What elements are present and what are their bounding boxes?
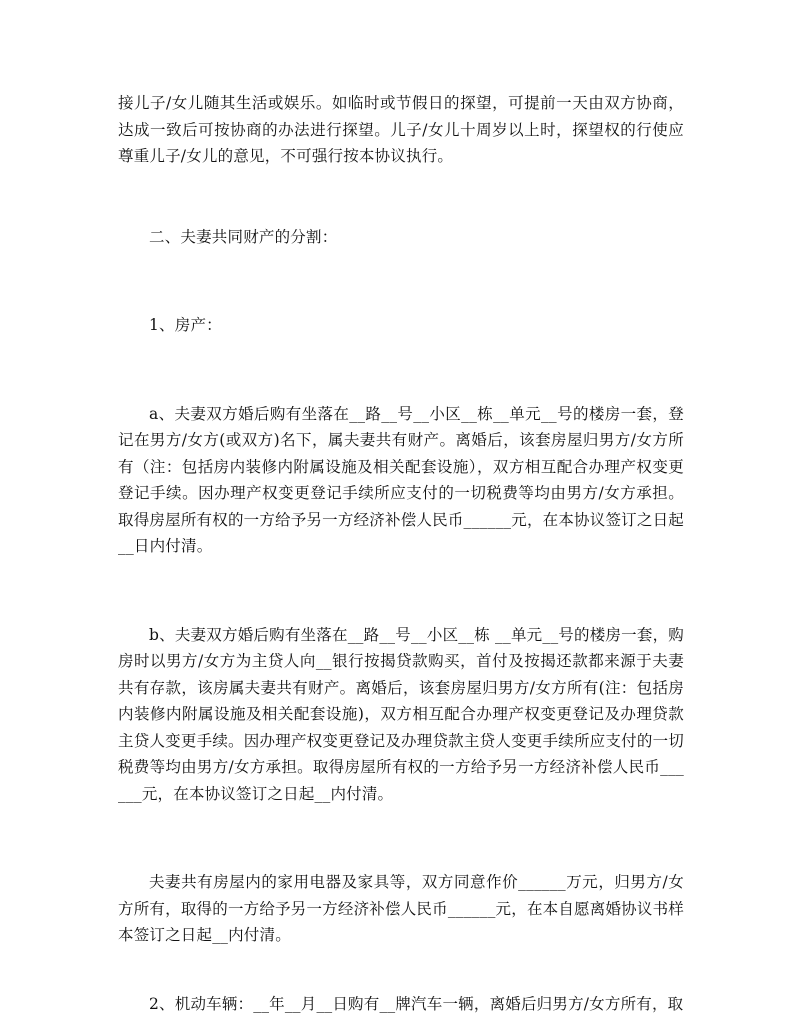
spacer bbox=[118, 339, 684, 401]
spacer bbox=[118, 250, 684, 312]
document-page bbox=[118, 90, 684, 1017]
paragraph-vehicle: 2、机动车辆：__年__月__日购有__牌汽车一辆，离婚后归男方/女方所有，取 bbox=[149, 994, 684, 1013]
paragraph-visitation: 接儿子/女儿随其生活或娱乐。如临时或节假日的探望，可提前一天由双方协商，达成一致后可按协商的办法进行探望。儿子/女儿十周岁以上时，探望权的行使应尊重儿子/女儿的意见，不可强行按本协议执行。 bbox=[118, 94, 684, 165]
paragraph-house-b: b、夫妻双方婚后购有坐落在__路__号__小区__栋 __单元__号的楼房一套，购房时以男方/女方为主贷人向__银行按揭贷款购买，首付及按揭还款都来源于夫妻共有存款，该房属夫妻共有财产。离婚后，该套房屋归男方/女方所有(注：包括房内装修内附属设施及相关配套设施)，双方相互配合办理产权变更登记及办理贷款主贷人变更手续。因办理产权变更登记及办理贷款主贷人变更手续所应支付的一切税费等均由男方/女方承担。取得房屋所有权的一方给予另一方经济补偿人民币______元，在本协议签订之日起__内付清。 bbox=[118, 625, 684, 803]
spacer bbox=[118, 949, 684, 991]
spacer bbox=[118, 170, 684, 224]
paragraph-furniture-appliances: 夫妻共有房屋内的家用电器及家具等，双方同意作价______万元，归男方/女方所有，取得的一方给予另一方经济补偿人民币______元，在本自愿离婚协议书样本签订之日起__内付清。 bbox=[118, 873, 684, 944]
paragraph-house-a: a、夫妻双方婚后购有坐落在__路__号__小区__栋__单元__号的楼房一套，登记在男方/女方(或双方)名下，属夫妻共有财产。离婚后，该套房屋归男方/女方所有（注：包括房内装修内附属设施及相关配套设施），双方相互配合办理产权变更登记手续。因办理产权变更登记手续所应支付的一切税费等均由男方/女方承担。取得房屋所有权的一方给予另一方经济补偿人民币______元，在本协议签订之日起__日内付清。 bbox=[118, 404, 684, 555]
spacer bbox=[118, 560, 684, 622]
section-heading-property-division: 二、夫妻共同财产的分割： bbox=[149, 227, 338, 246]
subheading-real-estate: 1、房产： bbox=[149, 316, 222, 334]
spacer bbox=[118, 807, 684, 869]
